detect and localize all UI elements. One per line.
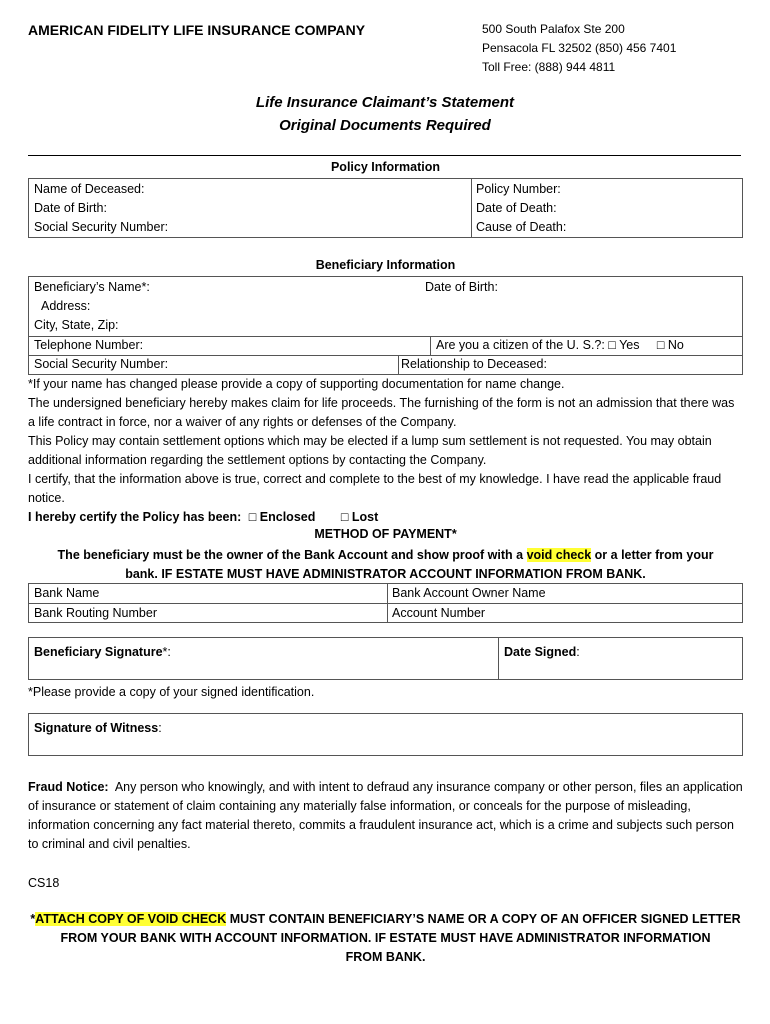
footer-line-3: FROM BANK. bbox=[345, 950, 426, 964]
bank-info-table bbox=[28, 583, 743, 623]
policy-info-table bbox=[28, 178, 743, 238]
id-note: *Please provide a copy of your signed identification. bbox=[28, 685, 315, 699]
beneficiary-signature-suffix: *: bbox=[162, 645, 171, 659]
payment-text: The beneficiary must be the owner of the Bank Account and show proof with a bbox=[57, 548, 527, 562]
company-name: AMERICAN FIDELITY LIFE INSURANCE COMPANY bbox=[28, 22, 366, 38]
beneficiary-info-heading: Beneficiary Information bbox=[315, 258, 456, 272]
payment-heading: METHOD OF PAYMENT* bbox=[314, 527, 457, 541]
beneficiary-info-table bbox=[28, 276, 743, 375]
beneficiary-telephone-field[interactable]: Telephone Number: bbox=[34, 338, 144, 352]
footer-star: * bbox=[30, 912, 36, 926]
relationship-field[interactable]: Relationship to Deceased: bbox=[401, 357, 547, 371]
address-line-3: Toll Free: (888) 944 4811 bbox=[482, 60, 616, 74]
bank-account-owner-field[interactable]: Bank Account Owner Name bbox=[392, 586, 546, 600]
payment-text-end: or a letter from your bbox=[591, 548, 714, 562]
address-line-1: 500 South Palafox Ste 200 bbox=[482, 22, 625, 36]
bank-name-field[interactable]: Bank Name bbox=[34, 586, 100, 600]
form-title: Life Insurance Claimant’s Statement bbox=[255, 94, 515, 111]
claim-statement: The undersigned beneficiary hereby makes claim for life proceeds. The furnishing of the form is not an admission that there was a life contract in force, nor a waiver of any rights or defenses of the Company. bbox=[28, 396, 735, 429]
date-signed-suffix: : bbox=[576, 645, 580, 659]
title-rule bbox=[28, 155, 741, 156]
fraud-notice-label: Fraud Notice: bbox=[28, 780, 109, 794]
policy-info-heading: Policy Information bbox=[330, 160, 441, 174]
payment-instruction-1 bbox=[28, 546, 743, 565]
fraud-notice-text: Any person who knowingly, and with intent to defraud any insurance company or other person, files an application of insurance or statement of claim containing any materially false information, or conceals for the purpose of misleading, information concerning any fact material thereto, commits a fraudulent insurance act, which is a crime and subjects such person to criminal and civil penalties. bbox=[28, 780, 747, 851]
date-signed-label: Date Signed bbox=[504, 645, 577, 659]
name-change-note: *If your name has changed please provide a copy of supporting documentation for name change. bbox=[28, 377, 565, 391]
routing-number-field[interactable]: Bank Routing Number bbox=[34, 606, 157, 620]
void-check-highlight: void check bbox=[526, 548, 592, 562]
beneficiary-name-field[interactable]: Beneficiary’s Name*: bbox=[34, 280, 150, 294]
beneficiary-signature-label: Beneficiary Signature bbox=[34, 645, 163, 659]
witness-label: Signature of Witness bbox=[34, 721, 159, 735]
footer-text: MUST CONTAIN BENEFICIARY’S NAME OR A COPY OF AN OFFICER SIGNED LETTER bbox=[226, 912, 741, 926]
address-line-2: Pensacola FL 32502 (850) 456 7401 bbox=[482, 41, 677, 55]
form-subtitle: Original Documents Required bbox=[279, 117, 491, 134]
policy-status-label: I hereby certify the Policy has been: bbox=[28, 510, 242, 524]
payment-instruction-2: bank. IF ESTATE MUST HAVE ADMINISTRATOR ACCOUNT INFORMATION FROM BANK. bbox=[125, 567, 646, 581]
footer-highlight: ATTACH COPY OF VOID CHECK bbox=[35, 912, 227, 926]
citizen-checkboxes[interactable]: Are you a citizen of the U. S.?: □ Yes □ No bbox=[436, 338, 684, 352]
fraud-notice bbox=[28, 778, 747, 854]
footer-line-2: FROM YOUR BANK WITH ACCOUNT INFORMATION. IF ESTATE MUST HAVE ADMINISTRATOR INFORMATION bbox=[60, 931, 711, 945]
cause-of-death-field[interactable]: Cause of Death: bbox=[476, 220, 567, 234]
policy-status-row bbox=[28, 508, 743, 527]
deceased-dob-field[interactable]: Date of Birth: bbox=[34, 201, 107, 215]
enclosed-checkbox[interactable]: □ Enclosed bbox=[248, 510, 316, 524]
witness-signature-field[interactable] bbox=[34, 721, 162, 735]
deceased-ssn-field[interactable]: Social Security Number: bbox=[34, 220, 169, 234]
witness-suffix: : bbox=[158, 721, 162, 735]
footer-line-1 bbox=[28, 910, 743, 929]
lost-checkbox[interactable]: □ Lost bbox=[340, 510, 379, 524]
beneficiary-signature-field[interactable] bbox=[34, 645, 171, 659]
account-number-field[interactable]: Account Number bbox=[392, 606, 486, 620]
date-signed-field[interactable] bbox=[504, 645, 580, 659]
beneficiary-ssn-field[interactable]: Social Security Number: bbox=[34, 357, 169, 371]
beneficiary-address-field[interactable]: Address: bbox=[41, 299, 91, 313]
settlement-statement: This Policy may contain settlement options which may be elected if a lump sum settlement is not requested. You may obtain additional information regarding the settlement options by contacting the Company. bbox=[28, 434, 712, 467]
name-of-deceased-field[interactable]: Name of Deceased: bbox=[34, 182, 145, 196]
signature-table bbox=[28, 637, 743, 680]
beneficiary-dob-field[interactable]: Date of Birth: bbox=[425, 280, 498, 294]
witness-table bbox=[28, 713, 743, 756]
date-of-death-field[interactable]: Date of Death: bbox=[476, 201, 557, 215]
form-code: CS18 bbox=[28, 876, 60, 890]
policy-number-field[interactable]: Policy Number: bbox=[476, 182, 561, 196]
certify-statement: I certify, that the information above is true, correct and complete to the best of my knowledge. I have read the applicable fraud notice. bbox=[28, 472, 722, 505]
beneficiary-city-state-zip-field[interactable]: City, State, Zip: bbox=[34, 318, 119, 332]
